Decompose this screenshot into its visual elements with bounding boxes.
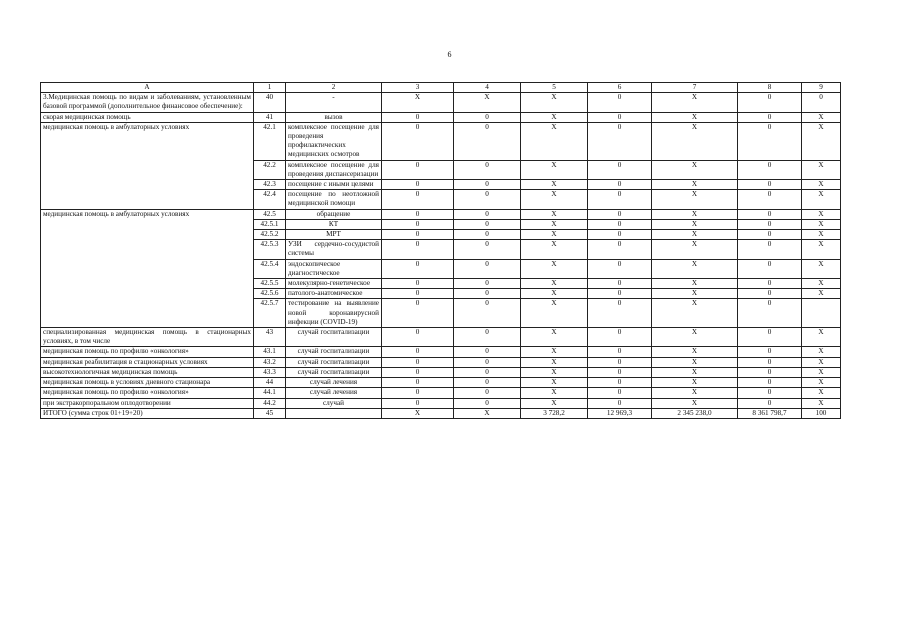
row-label: 3.Медицинская помощь по видам и заболеваниям, установленным базовой программой (дополнительное финансовое обеспечение): — [41, 93, 254, 112]
table-row — [41, 398, 841, 408]
value-cell: 3 728,2 — [521, 408, 588, 418]
value-cell: 0 — [454, 122, 521, 160]
value-cell: 0 — [382, 230, 454, 240]
value-cell: X — [802, 112, 841, 122]
unit-cell: обращение — [286, 209, 382, 219]
value-cell: X — [802, 240, 841, 259]
header-cell: 7 — [652, 83, 738, 93]
value-cell: 0 — [738, 398, 802, 408]
value-cell: 0 — [382, 367, 454, 377]
value-cell: 0 — [588, 388, 652, 398]
value-cell: X — [802, 328, 841, 347]
value-cell: 0 — [588, 122, 652, 160]
value-cell: 0 — [454, 240, 521, 259]
value-cell: 0 — [454, 112, 521, 122]
value-cell: 0 — [454, 180, 521, 190]
value-cell: 0 — [382, 388, 454, 398]
value-cell: 0 — [382, 299, 454, 328]
value-cell: 0 — [588, 240, 652, 259]
row-code: 42.5 — [254, 209, 286, 219]
row-code: 42.5.4 — [254, 259, 286, 278]
value-cell: X — [802, 160, 841, 179]
value-cell: X — [802, 347, 841, 357]
row-label: скорая медицинская помощь — [41, 112, 254, 122]
value-cell: 0 — [738, 289, 802, 299]
data-table — [40, 82, 841, 419]
value-cell: X — [802, 289, 841, 299]
value-cell: 0 — [588, 190, 652, 209]
value-cell: X — [521, 122, 588, 160]
value-cell: 0 — [738, 279, 802, 289]
value-cell: X — [521, 240, 588, 259]
table-row — [41, 328, 841, 347]
value-cell: 0 — [588, 219, 652, 229]
value-cell: 0 — [738, 180, 802, 190]
value-cell: X — [802, 230, 841, 240]
table-row — [41, 112, 841, 122]
unit-cell: случай госпитализации — [286, 357, 382, 367]
value-cell: X — [521, 357, 588, 367]
value-cell: X — [521, 112, 588, 122]
row-code: 43 — [254, 328, 286, 347]
table-row — [41, 347, 841, 357]
value-cell: X — [652, 388, 738, 398]
header-cell: 6 — [588, 83, 652, 93]
value-cell: X — [652, 230, 738, 240]
unit-cell: МРТ — [286, 230, 382, 240]
value-cell: 0 — [382, 190, 454, 209]
value-cell: 100 — [802, 408, 841, 418]
value-cell: 0 — [738, 209, 802, 219]
unit-cell: тестирование на выявление новой коронавирусной инфекции (COVID-19) — [286, 299, 382, 328]
table-row — [41, 378, 841, 388]
value-cell: 0 — [382, 180, 454, 190]
row-code: 42.5.1 — [254, 219, 286, 229]
row-code: 42.5.6 — [254, 289, 286, 299]
header-cell: А — [41, 83, 254, 93]
value-cell: 8 361 798,7 — [738, 408, 802, 418]
table-body — [41, 93, 841, 419]
total-row — [41, 408, 841, 418]
value-cell: X — [521, 347, 588, 357]
unit-cell: КТ — [286, 219, 382, 229]
value-cell: X — [382, 408, 454, 418]
value-cell: 0 — [738, 240, 802, 259]
value-cell: 12 969,3 — [588, 408, 652, 418]
value-cell: X — [802, 209, 841, 219]
table-row — [41, 388, 841, 398]
value-cell: X — [521, 299, 588, 328]
row-label: специализированная медицинская помощь в стационарных условиях, в том числе — [41, 328, 254, 347]
row-label: медицинская помощь по профилю «онкология» — [41, 347, 254, 357]
row-code: 43.2 — [254, 357, 286, 367]
value-cell: X — [802, 180, 841, 190]
value-cell: 0 — [738, 378, 802, 388]
value-cell: 0 — [588, 398, 652, 408]
value-cell: 0 — [738, 190, 802, 209]
table-row — [41, 93, 841, 112]
value-cell: X — [521, 209, 588, 219]
value-cell: 0 — [738, 328, 802, 347]
unit-cell: случай госпитализации — [286, 347, 382, 357]
value-cell: 0 — [588, 367, 652, 377]
total-label: ИТОГО (сумма строк 01+19+20) — [41, 408, 254, 418]
value-cell: X — [521, 180, 588, 190]
value-cell: 0 — [454, 367, 521, 377]
header-cell: 9 — [802, 83, 841, 93]
value-cell: X — [521, 388, 588, 398]
value-cell: X — [802, 259, 841, 278]
value-cell: 0 — [738, 367, 802, 377]
value-cell: 0 — [382, 219, 454, 229]
value-cell: 0 — [454, 378, 521, 388]
value-cell: 0 — [382, 209, 454, 219]
unit-cell: комплексное посещение для проведения профилактических медицинских осмотров — [286, 122, 382, 160]
unit-cell: случай госпитализации — [286, 367, 382, 377]
value-cell: X — [521, 328, 588, 347]
row-code: 40 — [254, 93, 286, 112]
value-cell: 0 — [738, 259, 802, 278]
value-cell: X — [802, 190, 841, 209]
value-cell: X — [652, 240, 738, 259]
header-cell: 4 — [454, 83, 521, 93]
row-code: 44 — [254, 378, 286, 388]
value-cell: 0 — [454, 388, 521, 398]
value-cell: X — [521, 160, 588, 179]
value-cell: 0 — [738, 388, 802, 398]
header-cell: 8 — [738, 83, 802, 93]
row-code: 42.5.3 — [254, 240, 286, 259]
value-cell: 0 — [382, 289, 454, 299]
row-code: 44.2 — [254, 398, 286, 408]
value-cell: X — [652, 299, 738, 328]
row-code: 42.5.5 — [254, 279, 286, 289]
value-cell: 0 — [738, 299, 802, 328]
row-code: 41 — [254, 112, 286, 122]
value-cell: X — [802, 219, 841, 229]
value-cell: 2 345 238,0 — [652, 408, 738, 418]
value-cell: X — [802, 357, 841, 367]
header-cell: 1 — [254, 83, 286, 93]
value-cell: 0 — [454, 209, 521, 219]
value-cell: X — [521, 259, 588, 278]
value-cell: X — [652, 190, 738, 209]
value-cell: 0 — [454, 328, 521, 347]
value-cell: 0 — [454, 299, 521, 328]
value-cell: 0 — [588, 357, 652, 367]
value-cell: X — [521, 378, 588, 388]
value-cell: X — [652, 398, 738, 408]
value-cell: X — [652, 112, 738, 122]
row-code: 43.1 — [254, 347, 286, 357]
value-cell: X — [802, 378, 841, 388]
value-cell: 0 — [588, 180, 652, 190]
value-cell: 0 — [588, 112, 652, 122]
value-cell: 0 — [454, 230, 521, 240]
value-cell: X — [652, 209, 738, 219]
value-cell: X — [521, 279, 588, 289]
row-label: при экстракорпоральном оплодотворении — [41, 398, 254, 408]
value-cell: 0 — [382, 279, 454, 289]
value-cell: X — [454, 408, 521, 418]
value-cell: 0 — [588, 259, 652, 278]
value-cell: 0 — [802, 93, 841, 112]
value-cell: 0 — [738, 122, 802, 160]
value-cell: X — [652, 328, 738, 347]
value-cell: X — [521, 219, 588, 229]
value-cell: 0 — [738, 160, 802, 179]
unit-cell: случай — [286, 398, 382, 408]
value-cell: X — [521, 190, 588, 209]
value-cell: 0 — [382, 160, 454, 179]
value-cell: X — [454, 93, 521, 112]
value-cell: 0 — [588, 347, 652, 357]
table-row — [41, 209, 841, 219]
value-cell: X — [652, 259, 738, 278]
value-cell: 0 — [454, 279, 521, 289]
value-cell: 0 — [738, 93, 802, 112]
value-cell: X — [802, 367, 841, 377]
value-cell: 0 — [588, 209, 652, 219]
value-cell: 0 — [382, 398, 454, 408]
value-cell: 0 — [588, 230, 652, 240]
unit-cell — [286, 408, 382, 418]
value-cell: X — [521, 230, 588, 240]
value-cell: 0 — [738, 347, 802, 357]
value-cell: X — [521, 289, 588, 299]
row-code: 42.5.7 — [254, 299, 286, 328]
unit-cell: посещение с иными целями — [286, 180, 382, 190]
unit-cell: вызов — [286, 112, 382, 122]
value-cell: X — [382, 93, 454, 112]
row-code: 42.4 — [254, 190, 286, 209]
row-code: 44.1 — [254, 388, 286, 398]
value-cell: 0 — [382, 328, 454, 347]
value-cell: 0 — [738, 112, 802, 122]
value-cell: 0 — [738, 357, 802, 367]
value-cell: 0 — [454, 347, 521, 357]
value-cell: X — [521, 398, 588, 408]
value-cell: 0 — [588, 289, 652, 299]
value-cell: X — [652, 367, 738, 377]
value-cell: X — [652, 93, 738, 112]
value-cell: X — [802, 398, 841, 408]
value-cell: 0 — [454, 219, 521, 229]
table-row — [41, 367, 841, 377]
unit-cell: - — [286, 93, 382, 112]
value-cell: 0 — [382, 259, 454, 278]
value-cell: X — [652, 378, 738, 388]
unit-cell: комплексное посещение для проведения диспансеризации — [286, 160, 382, 179]
row-code: 43.3 — [254, 367, 286, 377]
value-cell: X — [521, 367, 588, 377]
value-cell: 0 — [588, 93, 652, 112]
row-label: медицинская помощь по профилю «онкология» — [41, 388, 254, 398]
value-cell: 0 — [382, 112, 454, 122]
value-cell: X — [652, 180, 738, 190]
value-cell: 0 — [382, 347, 454, 357]
value-cell — [802, 299, 841, 328]
value-cell: X — [652, 347, 738, 357]
unit-cell: патолого-анатомическое — [286, 289, 382, 299]
value-cell: 0 — [382, 357, 454, 367]
value-cell: 0 — [454, 160, 521, 179]
header-cell: 3 — [382, 83, 454, 93]
value-cell: 0 — [454, 357, 521, 367]
value-cell: X — [652, 122, 738, 160]
value-cell: 0 — [738, 230, 802, 240]
row-code: 42.3 — [254, 180, 286, 190]
value-cell: 0 — [454, 289, 521, 299]
value-cell: X — [652, 289, 738, 299]
row-code: 42.5.2 — [254, 230, 286, 240]
row-label: медицинская реабилитация в стационарных условиях — [41, 357, 254, 367]
unit-cell: случай лечения — [286, 378, 382, 388]
value-cell: X — [521, 93, 588, 112]
unit-cell: посещение по неотложной медицинской помощи — [286, 190, 382, 209]
value-cell: 0 — [454, 190, 521, 209]
value-cell: X — [652, 279, 738, 289]
value-cell: 0 — [454, 398, 521, 408]
row-label: медицинская помощь в амбулаторных условиях — [41, 209, 254, 327]
unit-cell: случай госпитализации — [286, 328, 382, 347]
value-cell: 0 — [588, 299, 652, 328]
row-label: медицинская помощь в амбулаторных условиях — [41, 122, 254, 209]
page-number: 6 — [447, 50, 452, 59]
value-cell: X — [802, 388, 841, 398]
table-row — [41, 122, 841, 160]
unit-cell: молекулярно-генетическое — [286, 279, 382, 289]
unit-cell: эндоскопическое диагностическое — [286, 259, 382, 278]
value-cell: X — [802, 279, 841, 289]
row-code: 45 — [254, 408, 286, 418]
unit-cell: УЗИ сердечно-сосудистой системы — [286, 240, 382, 259]
value-cell: X — [652, 219, 738, 229]
value-cell: 0 — [382, 378, 454, 388]
value-cell: 0 — [588, 378, 652, 388]
value-cell: 0 — [382, 240, 454, 259]
row-label: медицинская помощь в условиях дневного стационара — [41, 378, 254, 388]
value-cell: 0 — [454, 259, 521, 278]
value-cell: X — [652, 160, 738, 179]
header-row — [41, 83, 841, 93]
header-cell: 5 — [521, 83, 588, 93]
unit-cell: случай лечения — [286, 388, 382, 398]
header-cell: 2 — [286, 83, 382, 93]
value-cell: 0 — [588, 160, 652, 179]
value-cell: X — [802, 122, 841, 160]
row-label: высокотехнологичная медицинская помощь — [41, 367, 254, 377]
value-cell: X — [652, 357, 738, 367]
value-cell: 0 — [588, 328, 652, 347]
value-cell: 0 — [382, 122, 454, 160]
row-code: 42.1 — [254, 122, 286, 160]
table-row — [41, 357, 841, 367]
value-cell: 0 — [738, 219, 802, 229]
row-code: 42.2 — [254, 160, 286, 179]
value-cell: 0 — [588, 279, 652, 289]
